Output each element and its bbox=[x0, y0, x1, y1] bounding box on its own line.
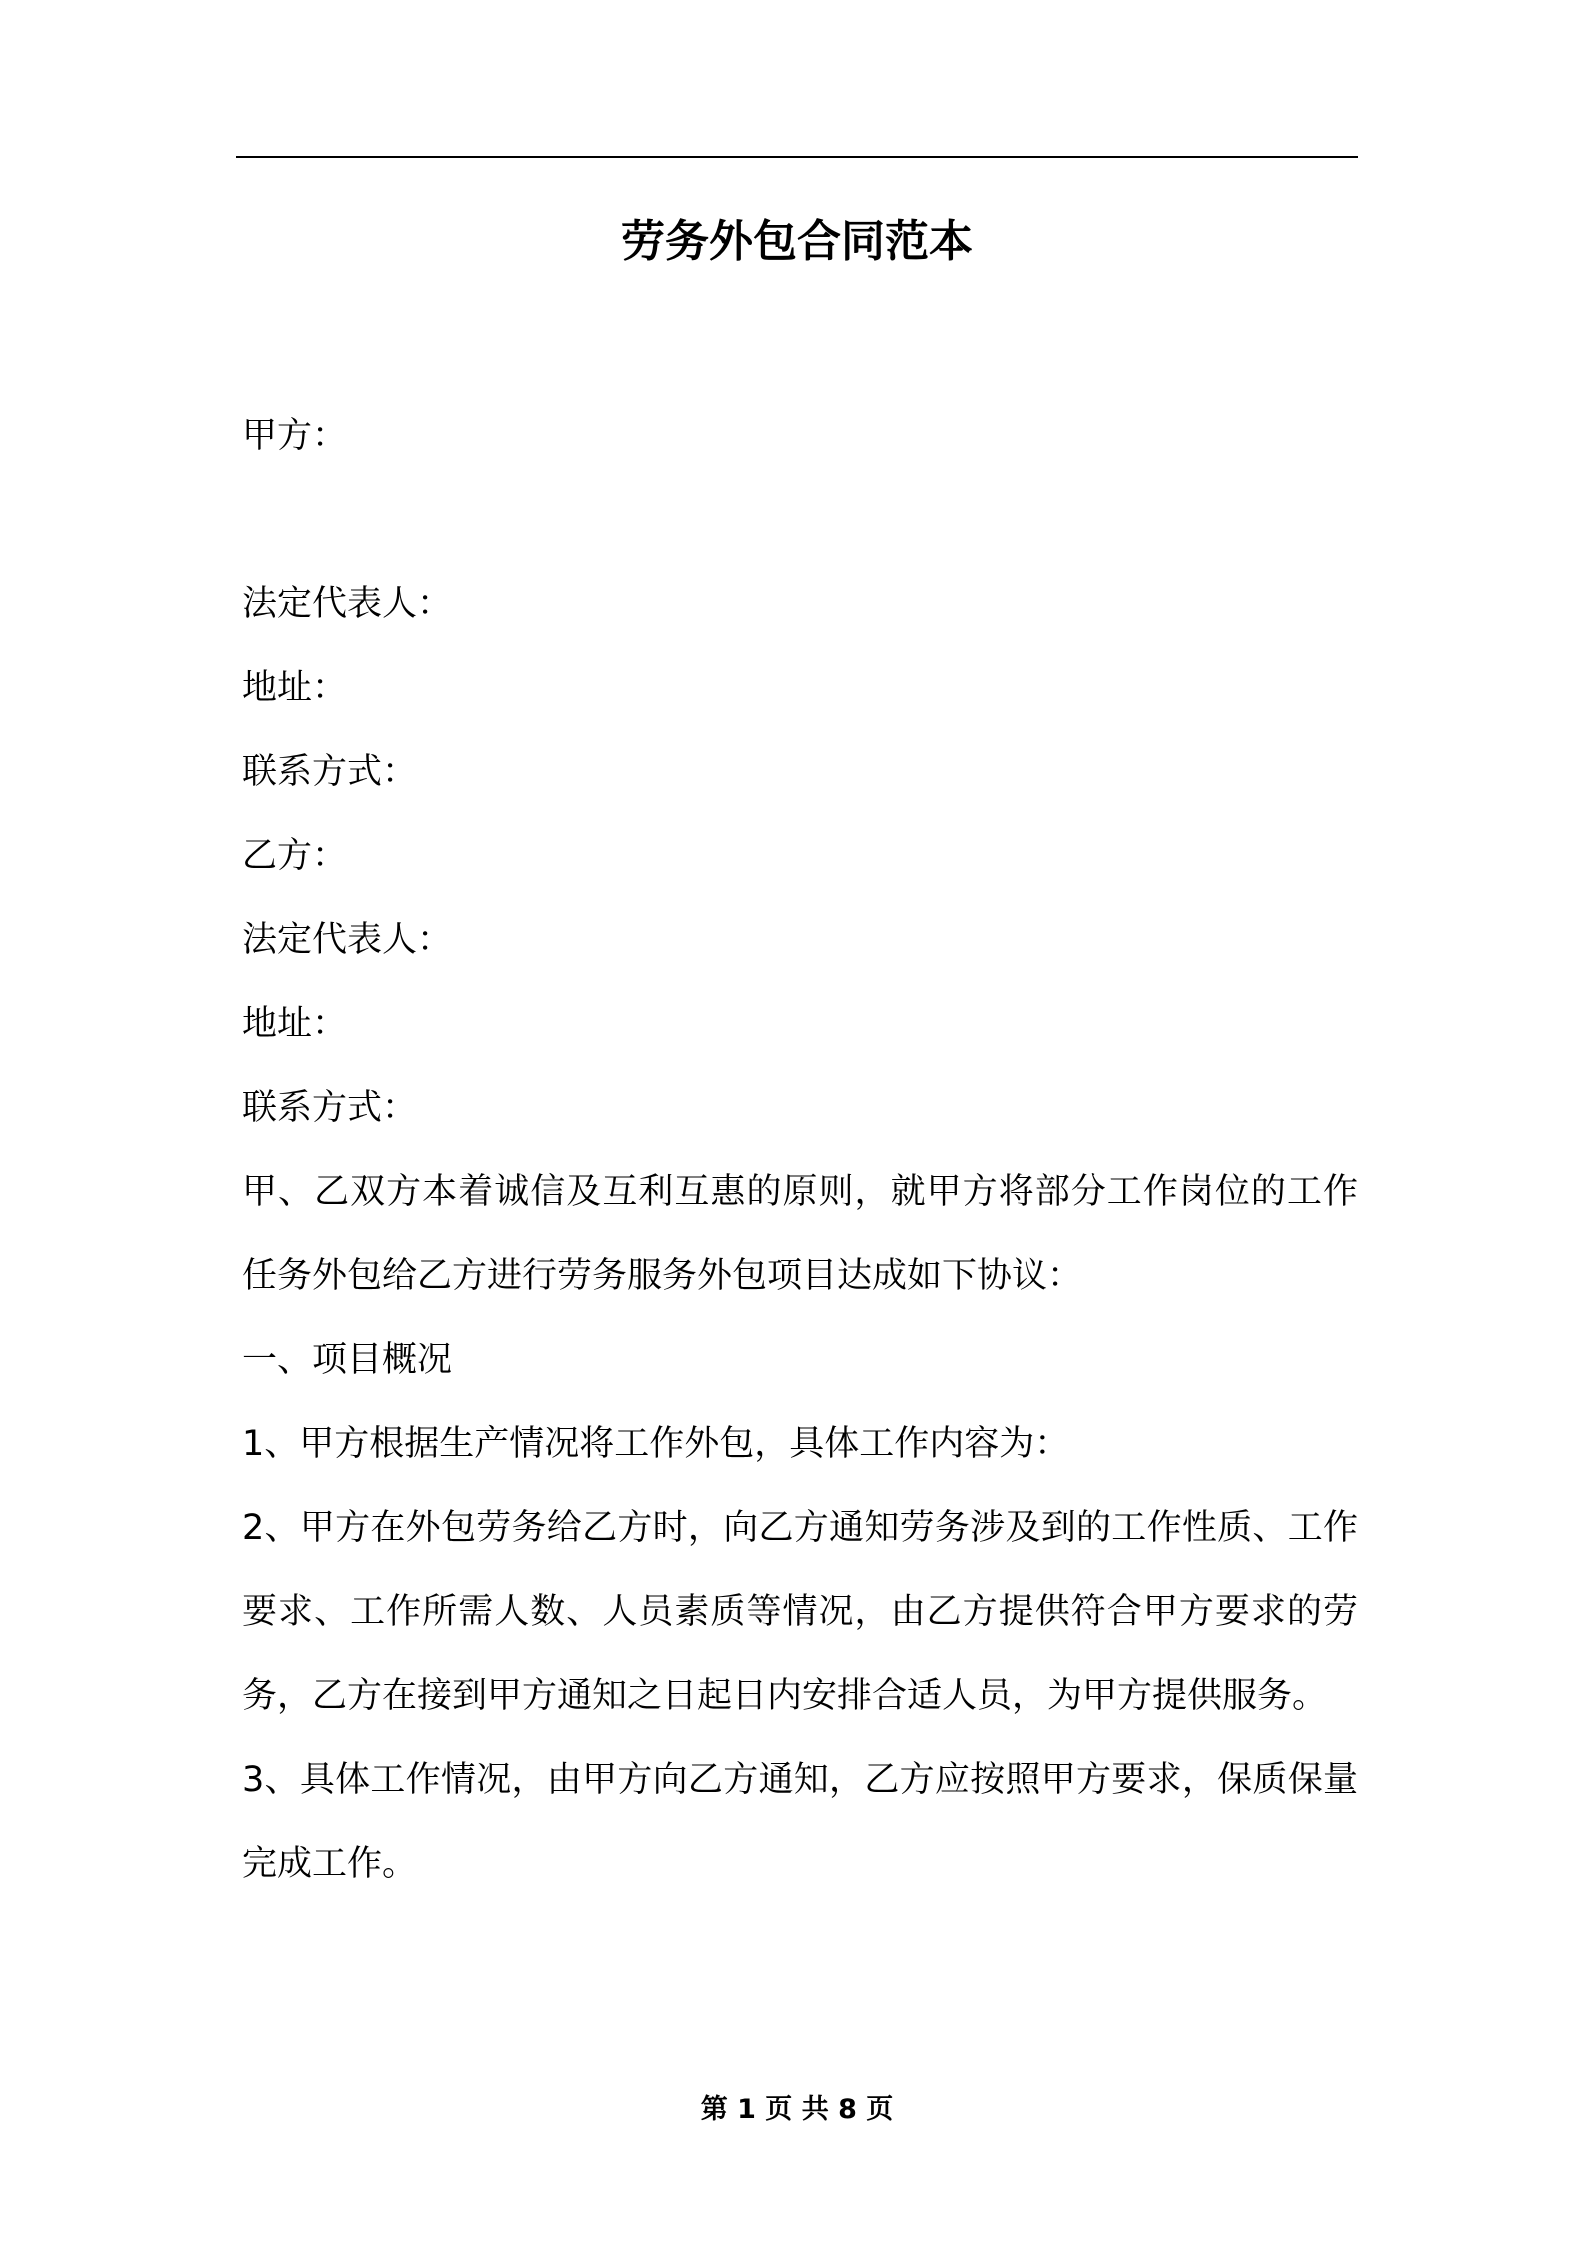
party-a-legal-rep-label: 法定代表人： bbox=[242, 584, 453, 624]
party-a-name-block bbox=[242, 394, 1358, 478]
clause-2: 2、甲方在外包劳务给乙方时，向乙方通知劳务涉及到的工作性质、工作要求、工作所需人数、人员素质等情况，由乙方提供符合甲方要求的劳务，乙方在接到甲方通知之日起日内安排合适人员，为甲方提供服务。 bbox=[242, 1508, 1358, 1716]
party-b-address-label: 地址： bbox=[242, 1004, 348, 1044]
preamble-paragraph: 甲、乙双方本着诚信及互利互惠的原则，就甲方将部分工作岗位的工作任务外包给乙方进行劳务服务外包项目达成如下协议： bbox=[242, 1172, 1358, 1296]
party-a-address-label: 地址： bbox=[242, 668, 348, 708]
party-b-name-label: 乙方： bbox=[242, 836, 348, 876]
clause-3: 3、具体工作情况，由甲方向乙方通知，乙方应按照甲方要求，保质保量完成工作。 bbox=[242, 1760, 1358, 1884]
contract-body bbox=[242, 562, 1358, 1906]
header-rule bbox=[236, 156, 1358, 158]
party-a-contact-label: 联系方式： bbox=[242, 752, 418, 792]
party-a-name-label: 甲方： bbox=[242, 416, 348, 456]
document-title: 劳务外包合同范本 bbox=[621, 216, 973, 267]
party-b-legal-rep-label: 法定代表人： bbox=[242, 920, 453, 960]
page-indicator: 第 1 页 共 8 页 bbox=[700, 2094, 894, 2125]
party-b-contact-label: 联系方式： bbox=[242, 1088, 418, 1128]
clause-1: 1、甲方根据生产情况将工作外包，具体工作内容为： bbox=[242, 1424, 1070, 1464]
section-1-heading: 一、项目概况 bbox=[242, 1340, 453, 1380]
